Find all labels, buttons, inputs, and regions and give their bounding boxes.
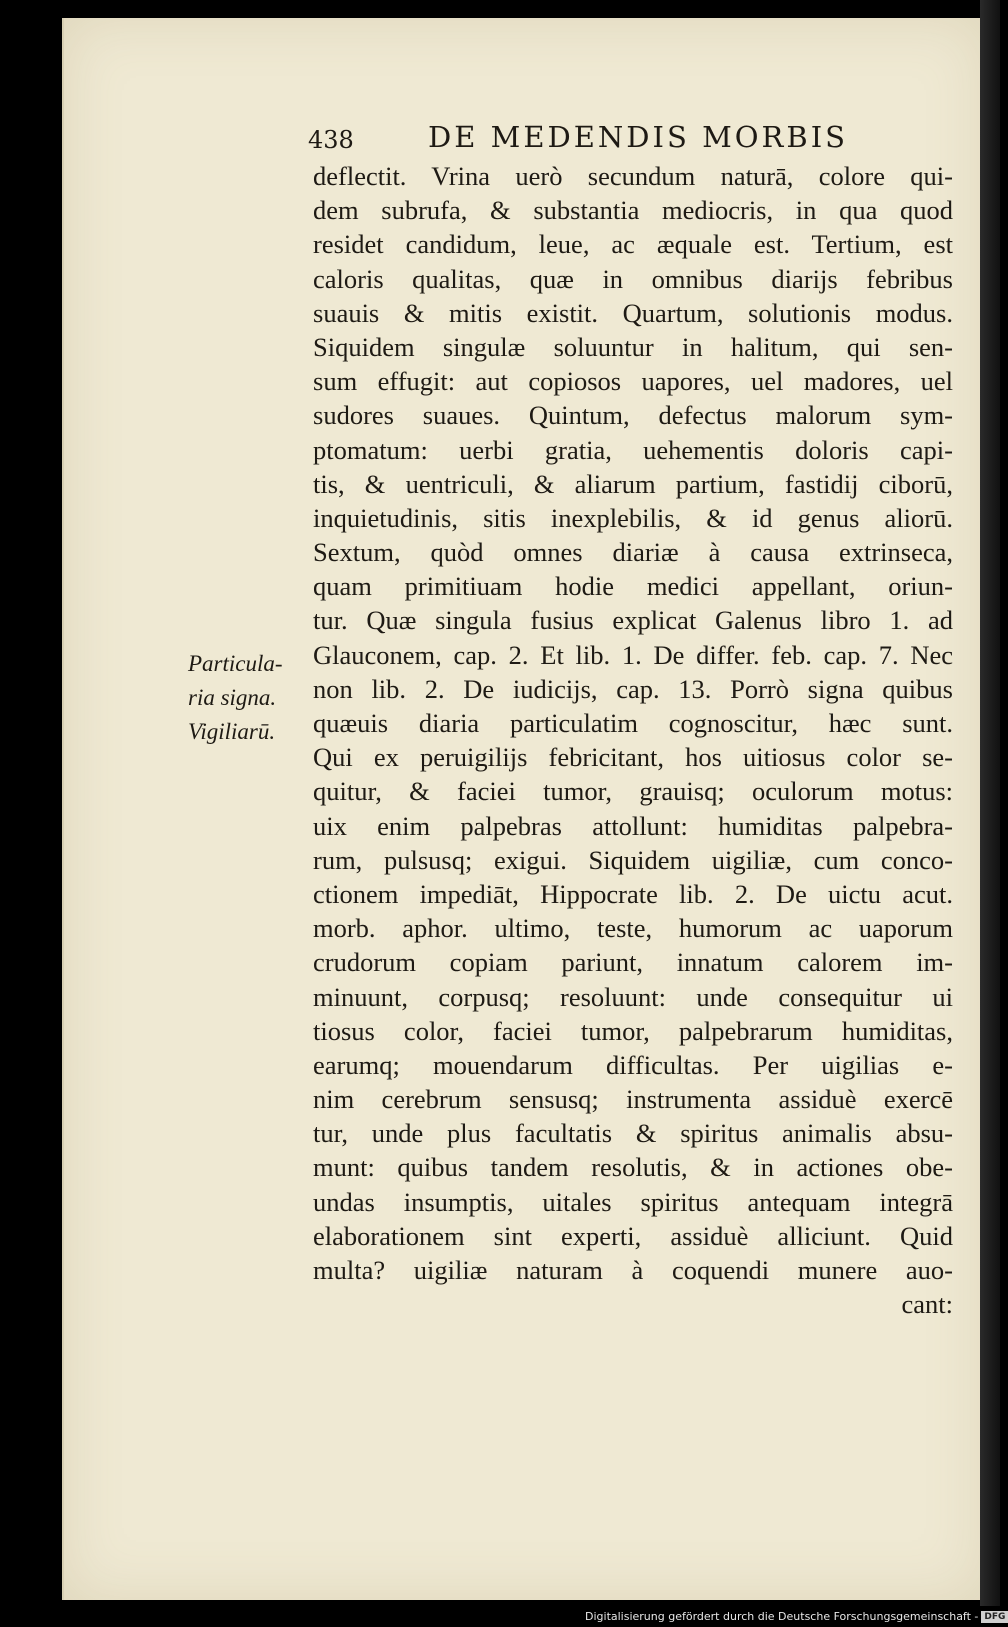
text-line: morb. aphor. ultimo, teste, humorum ac uaporum bbox=[313, 913, 953, 944]
text-line: dem subrufa, & substantia mediocris, in qua quod bbox=[313, 195, 953, 226]
dfg-logo: DFG bbox=[981, 1611, 1008, 1623]
page-number: 438 bbox=[308, 126, 354, 154]
text-line: residet candidum, leue, ac æquale est. Tertium, est bbox=[313, 229, 953, 260]
text-line: tiosus color, faciei tumor, palpebrarum humiditas, bbox=[313, 1015, 953, 1046]
text-line: Glauconem, cap. 2. Et lib. 1. De differ. feb. cap. 7. Nec bbox=[313, 639, 953, 670]
text-line: crudorum copiam pariunt, innatum calorem im- bbox=[313, 947, 953, 978]
text-line: elaborationem sint experti, assiduè alliciunt. Quid bbox=[313, 1220, 953, 1251]
text-line: tis, & uentriculi, & aliarum partium, fastidij ciborū, bbox=[313, 468, 953, 499]
digitization-credit bbox=[585, 1606, 1006, 1627]
text-line: rum, pulsusq; exigui. Siquidem uigiliæ, cum conco- bbox=[313, 844, 953, 875]
text-line: Sextum, quòd omnes diariæ à causa extrinseca, bbox=[313, 537, 953, 568]
margin-note-vigiliarum: Vigiliarū. bbox=[188, 719, 276, 744]
text-line: sum effugit: aut copiosos uapores, uel madores, uel bbox=[313, 366, 953, 397]
text-line: tur. Quæ singula fusius explicat Galenus libro 1. ad bbox=[313, 605, 953, 636]
text-line: deflectit. Vrina uerò secundum naturā, colore qui- bbox=[313, 161, 953, 191]
text-line: undas insumptis, uitales spiritus antequam integrā bbox=[313, 1186, 953, 1217]
text-line: quam primitiuam hodie medici appellant, oriun- bbox=[313, 571, 953, 602]
book-spine-shadow bbox=[980, 0, 1000, 1606]
text-line: suauis & mitis existit. Quartum, solutionis modus. bbox=[313, 297, 953, 328]
text-line: inquietudinis, sitis inexplebilis, & id genus aliorū. bbox=[313, 502, 953, 533]
text-line: munt: quibus tandem resolutis, & in actiones obe- bbox=[313, 1152, 953, 1183]
text-line: cant: bbox=[901, 1289, 953, 1320]
text-line: multa? uigiliæ naturam à coquendi munere auo- bbox=[313, 1255, 953, 1285]
text-line: ptomatum: uerbi gratia, uehementis doloris capi- bbox=[313, 434, 953, 465]
credit-text: Digitalisierung gefördert durch die Deutsche Forschungsgemeinschaft - bbox=[585, 1610, 979, 1623]
text-line: Siquidem singulæ soluuntur in halitum, qui sen- bbox=[313, 331, 953, 362]
margin-note-particularia-2: ria signa. bbox=[188, 685, 277, 710]
text-line: uix enim palpebras attollunt: humiditas palpebra- bbox=[313, 810, 953, 841]
text-line: quæuis diaria particulatim cognoscitur, hæc sunt. bbox=[313, 708, 953, 738]
text-line: nim cerebrum sensusq; instrumenta assiduè exercē bbox=[313, 1084, 953, 1115]
page-header bbox=[308, 120, 868, 160]
running-title: DE MEDENDIS MORBIS bbox=[428, 120, 849, 154]
text-line: caloris qualitas, quæ in omnibus diarijs febribus bbox=[313, 263, 953, 294]
text-line: quitur, & faciei tumor, grauisq; oculorum motus: bbox=[313, 776, 953, 807]
text-line: sudores suaues. Quintum, defectus malorum sym- bbox=[313, 400, 953, 431]
text-line: tur, unde plus facultatis & spiritus animalis absu- bbox=[313, 1118, 953, 1149]
text-line: non lib. 2. De iudicijs, cap. 13. Porrò signa quibus bbox=[313, 673, 953, 704]
body-text bbox=[313, 159, 953, 1321]
text-line: Qui ex peruigilijs febricitant, hos uitiosus color se- bbox=[313, 742, 953, 773]
text-line: minuunt, corpusq; resoluunt: unde consequitur ui bbox=[313, 981, 953, 1012]
text-line: earumq; mouendarum difficultas. Per uigilias e- bbox=[313, 1049, 953, 1080]
text-line: ctionem impediāt, Hippocrate lib. 2. De uictu acut. bbox=[313, 878, 953, 909]
margin-note-particularia-1: Particula- bbox=[188, 651, 283, 676]
